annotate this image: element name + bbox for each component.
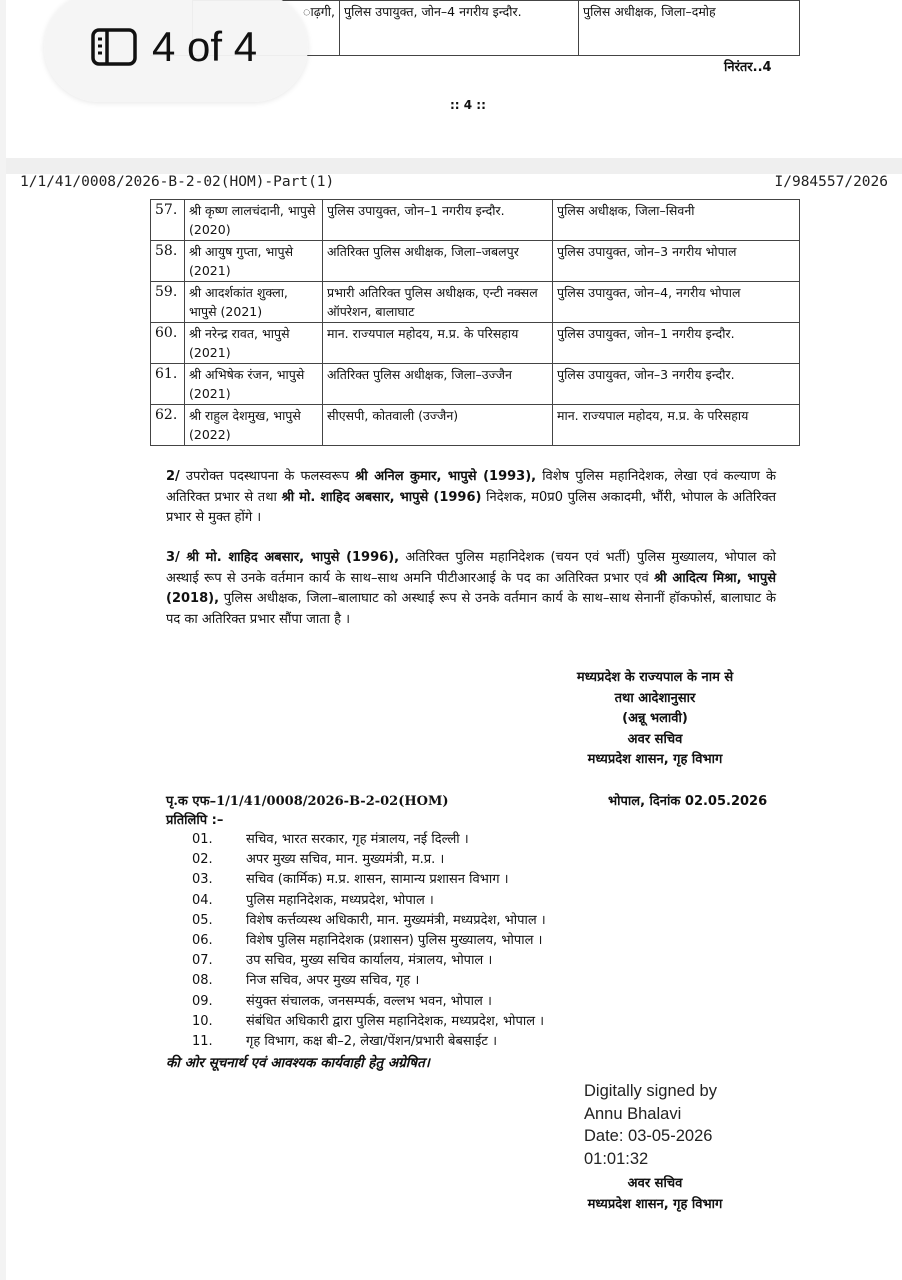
prev-row-from: पुलिस उपायुक्त, जोन–4 नगरीय इन्दौर.	[340, 1, 579, 56]
list-item	[192, 1032, 546, 1052]
row-serial: 62.	[151, 405, 185, 446]
officer-name: श्री अभिषेक रंजन, भापुसे (2021)	[185, 364, 323, 405]
list-item	[192, 870, 546, 890]
to-post: पुलिस उपायुक्त, जोन–3 नगरीय भोपाल	[553, 241, 800, 282]
digital-sign-time: 01:01:32	[584, 1149, 649, 1168]
from-post: पुलिस उपायुक्त, जोन–1 नगरीय इन्दौर.	[323, 200, 553, 241]
table-row	[151, 200, 800, 241]
recipient-number: 04.	[192, 892, 213, 908]
copy-to-label: प्रतिलिपि :–	[166, 813, 224, 828]
list-item	[192, 951, 546, 971]
recipient-number: 01.	[192, 832, 213, 847]
para2-officer-2: श्री मो. शाहिद अबसार, भापुसे (1996)	[281, 489, 482, 505]
officer-name: श्री आयुष गुप्ता, भापुसे (2021)	[185, 241, 323, 282]
to-post: पुलिस उपायुक्त, जोन–1 नगरीय इन्दौर.	[553, 323, 800, 364]
recipient-number: 05.	[192, 912, 213, 928]
list-item	[192, 911, 546, 931]
paragraph-3: 3/ श्री मो. शाहिद अबसार, भापुसे (1996), अतिरिक्त पुलिस महानिदेशक (चयन एवं भर्ती) पुलिस मुख्यालय, भोपाल को अस्थाई रूप से उनके वर्तमान कार्य के साथ–साथ अमनि पीटीआरआई के पद का अतिरिक्त प्रभार एवं श्री आदित्य मिश्रा, भापुसे (2018), पुलिस अधीक्षक, जिला–बालाघाट को अस्थाई रूप से उनके वर्तमान कार्य के साथ–साथ सेनानीं हॉकफोर्स, बालाघाट के पद का अतिरिक्त प्रभार सौंपा जाता है ।	[166, 550, 777, 627]
recipient-text: निज सचिव, अपर मुख्य सचिव, गृह ।	[246, 973, 420, 989]
recipient-number: 10.	[192, 1013, 213, 1029]
signatory-department: मध्यप्रदेश शासन, गृह विभाग	[587, 752, 723, 767]
para2-number: 2/	[166, 469, 180, 484]
page-indicator-badge[interactable]	[44, 0, 308, 102]
recipient-text: सचिव (कार्मिक) म.प्र. शासन, सामान्य प्रशासन विभाग ।	[246, 872, 509, 888]
page-indicator-text: 4 of 4	[152, 23, 258, 70]
row-serial: 57.	[151, 200, 185, 241]
table-row	[151, 282, 800, 323]
recipient-number: 07.	[192, 953, 213, 969]
recipient-number: 03.	[192, 872, 213, 888]
table-row	[151, 323, 800, 364]
to-post: पुलिस उपायुक्त, जोन–3 नगरीय इन्दौर.	[553, 364, 800, 405]
para3-officer-2: श्री आदित्य मिश्रा, भापुसे (2018),	[166, 570, 777, 606]
prev-row-name: ाढ़गी,	[193, 1, 340, 56]
digital-signer-name: Annu Bhalavi	[584, 1104, 682, 1123]
from-post: अतिरिक्त पुलिस अधीक्षक, जिला–जबलपुर	[323, 241, 553, 282]
recipient-number: 08.	[192, 973, 213, 989]
recipient-text: संयुक्त संचालक, जनसम्पर्क, वल्लभ भवन, भोपाल ।	[246, 993, 492, 1009]
list-item	[192, 992, 546, 1012]
recipient-text: पुलिस महानिदेशक, मध्यप्रदेश, भोपाल ।	[246, 892, 434, 908]
page-separator	[6, 158, 902, 174]
list-item	[192, 830, 546, 850]
table-row	[151, 364, 800, 405]
digital-sign-date: Date: 03-05-2026	[584, 1127, 713, 1145]
endorsement-reference: पृ.क एफ–1/1/41/0008/2026-B-2-02(HOM)	[166, 794, 449, 809]
from-post: अतिरिक्त पुलिस अधीक्षक, जिला–उज्जैन	[323, 364, 553, 405]
table-row	[151, 405, 800, 446]
from-post: प्रभारी अतिरिक्त पुलिस अधीक्षक, एन्टी नक्सल ऑपरेशन, बालाघाट	[323, 282, 553, 323]
closing-line: की ओर सूचनार्थ एवं आवश्यक कार्यवाही हेतु अग्रेषित।	[166, 1055, 430, 1071]
signatory-name: (अन्नू भलावी)	[622, 711, 688, 726]
recipient-number: 09.	[192, 993, 213, 1009]
signature-block: मध्यप्रदेश के राज्यपाल के नाम से तथा आदेशानुसार (अन्नू भलावी) अवर सचिव मध्यप्रदेश शासन, गृह विभाग	[520, 668, 790, 771]
row-serial: 58.	[151, 241, 185, 282]
officer-name: श्री नरेन्द्र रावत, भापुसे (2021)	[185, 323, 323, 364]
recipient-number: 11.	[192, 1034, 213, 1050]
to-post: पुलिस अधीक्षक, जिला–सिवनी	[553, 200, 800, 241]
recipient-text: सचिव, भारत सरकार, गृह मंत्रालय, नई दिल्ली ।	[246, 832, 469, 847]
from-post: मान. राज्यपाल महोदय, म.प्र. के परिसहाय	[323, 323, 553, 364]
list-item	[192, 891, 546, 911]
file-reference: 1/1/41/0008/2026-B-2-02(HOM)-Part(1)	[20, 174, 335, 190]
end-signature-block: अवर सचिव मध्यप्रदेश शासन, गृह विभाग	[587, 1176, 723, 1212]
transfer-table	[150, 199, 800, 446]
continued-marker: निरंतर..4	[724, 60, 772, 75]
recipient-text: विशेष कर्त्तव्यस्थ अधिकारी, मान. मुख्यमंत्री, मध्यप्रदेश, भोपाल ।	[246, 912, 546, 928]
recipient-text: संबंधित अधिकारी द्वारा पुलिस महानिदेशक, मध्यप्रदेश, भोपाल ।	[246, 1013, 545, 1029]
officer-name: श्री आदर्शकांत शुक्ला, भापुसे (2021)	[185, 282, 323, 323]
list-item	[192, 931, 546, 951]
row-serial: 60.	[151, 323, 185, 364]
document-page	[6, 0, 902, 1280]
prev-row-to: पुलिस अधीक्षक, जिला–दमोह	[579, 1, 800, 56]
table-row	[151, 241, 800, 282]
para2-officer-1: श्री अनिल कुमार, भापुसे (1993),	[355, 469, 537, 484]
recipient-text: गृह विभाग, कक्ष बी–2, लेखा/पेंशन/प्रभारी बेबसाईट ।	[246, 1034, 498, 1050]
to-post: पुलिस उपायुक्त, जोन–4, नगरीय भोपाल	[553, 282, 800, 323]
recipient-text: उप सचिव, मुख्य सचिव कार्यालय, मंत्रालय, भोपाल ।	[246, 953, 493, 969]
receipt-reference: I/984557/2026	[774, 174, 888, 190]
copy-recipient-list	[192, 830, 546, 1052]
page-number-marker: :: 4 ::	[450, 98, 486, 112]
from-post: सीएसपी, कोतवाली (उज्जैन)	[323, 405, 553, 446]
recipient-text: अपर मुख्य सचिव, मान. मुख्यमंत्री, म.प्र. ।	[246, 852, 445, 868]
list-item	[192, 850, 546, 870]
officer-name: श्री कृष्ण लालचंदानी, भापुसे (2020)	[185, 200, 323, 241]
recipient-text: विशेष पुलिस महानिदेशक (प्रशासन) पुलिस मुख्यालय, भोपाल ।	[246, 933, 543, 949]
list-item	[192, 1012, 546, 1032]
officer-name: श्री राहुल देशमुख, भापुसे (2022)	[185, 405, 323, 446]
row-serial: 61.	[151, 364, 185, 405]
sidebar-panel-icon	[90, 27, 138, 67]
digital-signature: Digitally signed by Annu Bhalavi Date: 03-05-2026 01:01:32	[584, 1080, 717, 1170]
recipient-number: 02.	[192, 852, 213, 868]
to-post: मान. राज्यपाल महोदय, म.प्र. के परिसहाय	[553, 405, 800, 446]
endorsement-place-date: भोपाल, दिनांक 02.05.2026	[608, 794, 768, 809]
signatory-designation: अवर सचिव	[627, 731, 683, 747]
paragraph-2: 2/ उपरोक्त पदस्थापना के फलस्वरूप श्री अनिल कुमार, भापुसे (1993), विशेष पुलिस महानिदेशक, लेखा एवं कल्याण के अतिरिक्त प्रभार से तथा श्री मो. शाहिद अबसार, भापुसे (1996) निदेशक, म0प्र0 पुलिस अकादमी, भौंरी, भोपाल के अतिरिक्त प्रभार से मुक्त होंगे ।	[166, 469, 776, 525]
list-item	[192, 971, 546, 991]
recipient-number: 06.	[192, 933, 213, 949]
row-serial: 59.	[151, 282, 185, 323]
para3-officer-1: 3/ श्री मो. शाहिद अबसार, भापुसे (1996),	[166, 550, 400, 565]
